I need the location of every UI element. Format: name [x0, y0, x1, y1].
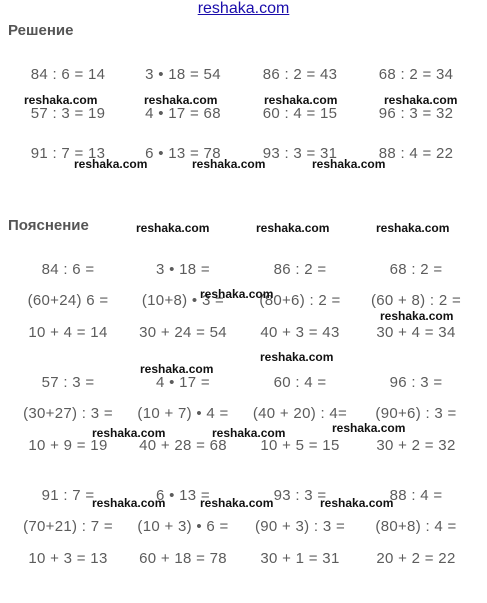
explanation-equation-r5-c3: (40 + 20) : 4= — [252, 405, 348, 422]
explanation-equation-r6-c2: 40 + 28 = 68 — [139, 437, 227, 454]
explanation-equation-r4-c2: 4 • 17 = — [156, 374, 210, 391]
watermark-4: reshaka.com — [384, 93, 458, 107]
watermark-12: reshaka.com — [380, 309, 454, 323]
explanation-equation-r1-c4: 68 : 2 = — [389, 261, 443, 278]
explanation-equation-r3-c2: 30 + 24 = 54 — [139, 324, 227, 341]
solution-equation-r2-c1: 57 : 3 = 19 — [30, 105, 106, 122]
explanation-equation-r8-c4: (80+8) : 4 = — [375, 518, 457, 535]
solution-equation-r1-c4: 68 : 2 = 34 — [378, 66, 454, 83]
explanation-heading: Пояснение — [8, 217, 89, 234]
watermark-13: reshaka.com — [260, 350, 334, 364]
solution-equation-r3-c1: 91 : 7 = 13 — [30, 145, 106, 162]
watermark-8: reshaka.com — [136, 221, 210, 235]
watermark-5: reshaka.com — [74, 157, 148, 171]
explanation-equation-r3-c1: 10 + 4 = 14 — [28, 324, 108, 341]
explanation-equation-r6-c1: 10 + 9 = 19 — [28, 437, 108, 454]
explanation-equation-r7-c4: 88 : 4 = — [389, 487, 443, 504]
explanation-equation-r8-c1: (70+21) : 7 = — [23, 518, 113, 535]
explanation-equation-r6-c4: 30 + 2 = 32 — [376, 437, 456, 454]
explanation-equation-r4-c1: 57 : 3 = — [41, 374, 95, 391]
explanation-equation-r2-c2: (10+8) • 3 = — [141, 292, 225, 309]
watermark-16: reshaka.com — [212, 426, 286, 440]
explanation-equation-r1-c3: 86 : 2 = — [273, 261, 327, 278]
explanation-equation-r7-c1: 91 : 7 = — [41, 487, 95, 504]
explanation-equation-r4-c4: 96 : 3 = — [389, 374, 443, 391]
explanation-equation-r9-c1: 10 + 3 = 13 — [28, 550, 108, 567]
watermark-15: reshaka.com — [92, 426, 166, 440]
solution-equation-r2-c3: 60 : 4 = 15 — [262, 105, 338, 122]
explanation-equation-r5-c1: (30+27) : 3 = — [23, 405, 113, 422]
solution-equation-r3-c2: 6 • 13 = 78 — [145, 145, 221, 162]
explanation-equation-r9-c4: 20 + 2 = 22 — [376, 550, 456, 567]
site-title[interactable]: reshaka.com — [197, 0, 290, 17]
watermark-11: reshaka.com — [200, 287, 274, 301]
explanation-equation-r8-c2: (10 + 3) • 6 = — [137, 518, 229, 535]
explanation-equation-r6-c3: 10 + 5 = 15 — [260, 437, 340, 454]
explanation-equation-r9-c2: 60 + 18 = 78 — [139, 550, 227, 567]
explanation-equation-r2-c4: (60 + 8) : 2 = — [370, 292, 462, 309]
watermark-10: reshaka.com — [376, 221, 450, 235]
solution-equation-r2-c4: 96 : 3 = 32 — [378, 105, 454, 122]
watermark-9: reshaka.com — [256, 221, 330, 235]
watermark-6: reshaka.com — [192, 157, 266, 171]
solution-equation-r2-c2: 4 • 17 = 68 — [145, 105, 221, 122]
solution-equation-r1-c1: 84 : 6 = 14 — [30, 66, 106, 83]
watermark-20: reshaka.com — [320, 496, 394, 510]
solution-heading: Решение — [8, 22, 74, 39]
explanation-equation-r2-c1: (60+24) 6 = — [27, 292, 109, 309]
solution-equation-r3-c3: 93 : 3 = 31 — [262, 145, 338, 162]
explanation-equation-r5-c4: (90+6) : 3 = — [375, 405, 457, 422]
watermark-1: reshaka.com — [24, 93, 98, 107]
explanation-equation-r2-c3: (80+6) : 2 = — [259, 292, 341, 309]
watermark-18: reshaka.com — [92, 496, 166, 510]
watermark-2: reshaka.com — [144, 93, 218, 107]
explanation-equation-r5-c2: (10 + 7) • 4 = — [137, 405, 229, 422]
explanation-equation-r7-c3: 93 : 3 = — [273, 487, 327, 504]
explanation-equation-r4-c3: 60 : 4 = — [273, 374, 327, 391]
explanation-equation-r1-c1: 84 : 6 = — [41, 261, 95, 278]
explanation-equation-r8-c3: (90 + 3) : 3 = — [254, 518, 346, 535]
watermark-19: reshaka.com — [200, 496, 274, 510]
explanation-equation-r9-c3: 30 + 1 = 31 — [260, 550, 340, 567]
solution-equation-r3-c4: 88 : 4 = 22 — [378, 145, 454, 162]
explanation-equation-r3-c3: 40 + 3 = 43 — [260, 324, 340, 341]
solution-equation-r1-c2: 3 • 18 = 54 — [145, 66, 221, 83]
watermark-17: reshaka.com — [332, 421, 406, 435]
watermark-3: reshaka.com — [264, 93, 338, 107]
explanation-equation-r3-c4: 30 + 4 = 34 — [376, 324, 456, 341]
explanation-equation-r7-c2: 6 • 13 = — [156, 487, 210, 504]
watermark-14: reshaka.com — [140, 362, 214, 376]
solution-equation-r1-c3: 86 : 2 = 43 — [262, 66, 338, 83]
explanation-equation-r1-c2: 3 • 18 = — [156, 261, 210, 278]
watermark-7: reshaka.com — [312, 157, 386, 171]
